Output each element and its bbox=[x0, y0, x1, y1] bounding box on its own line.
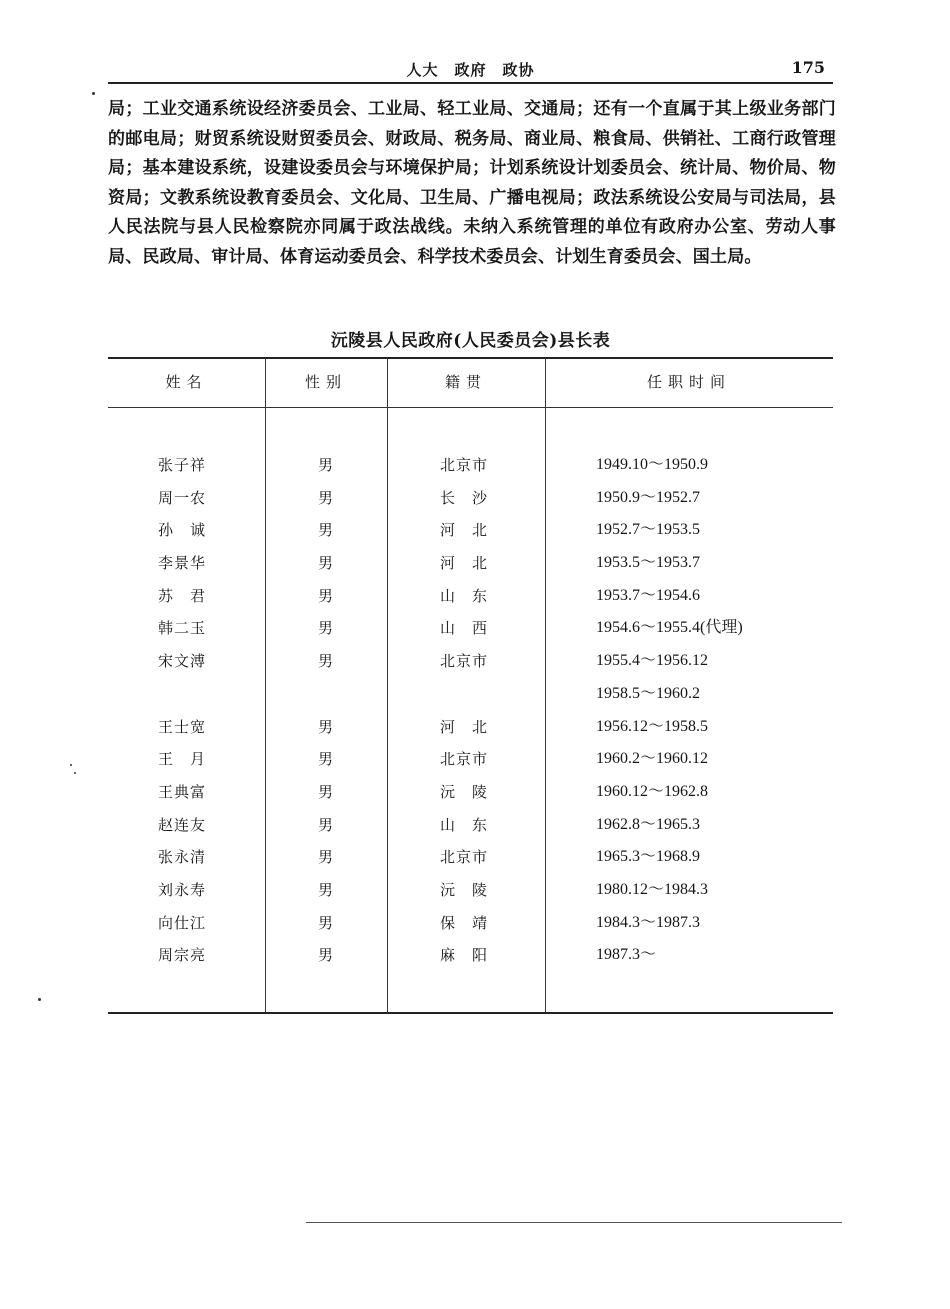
table-header-rule bbox=[108, 407, 833, 408]
cell-native-place: 沅 陵 bbox=[440, 782, 489, 801]
footer-rule bbox=[306, 1222, 842, 1223]
table-row bbox=[108, 487, 833, 520]
cell-sex: 男 bbox=[318, 913, 334, 932]
cell-sex: 男 bbox=[318, 488, 334, 507]
table-body bbox=[108, 454, 833, 977]
header-rule bbox=[108, 82, 833, 84]
table-top-rule bbox=[108, 357, 833, 359]
scan-speck bbox=[74, 772, 76, 774]
table-row bbox=[108, 683, 833, 716]
cell-term: 1950.9～1952.7 bbox=[596, 488, 701, 506]
cell-term: 1955.4～1956.12 bbox=[596, 652, 709, 670]
cell-sex: 男 bbox=[318, 880, 334, 899]
cell-name: 王典富 bbox=[158, 782, 207, 801]
cell-term: 1952.7～1953.5 bbox=[596, 521, 701, 539]
cell-native-place: 北京市 bbox=[440, 456, 489, 474]
page-header bbox=[108, 56, 833, 82]
table-bottom-rule bbox=[108, 1012, 833, 1014]
table-row bbox=[108, 912, 833, 945]
cell-name: 韩二玉 bbox=[158, 619, 207, 638]
cell-name: 张永清 bbox=[158, 848, 207, 867]
cell-sex: 男 bbox=[318, 848, 334, 867]
table-row bbox=[108, 879, 833, 912]
cell-name: 王士宽 bbox=[158, 717, 207, 736]
cell-sex: 男 bbox=[318, 521, 334, 540]
cell-term: 1956.12～1958.5 bbox=[596, 717, 709, 735]
cell-term: 1949.10～1950.9 bbox=[596, 456, 709, 473]
table-caption: 沅陵县人民政府(人民委员会)县长表 bbox=[330, 331, 611, 351]
cell-name: 王 月 bbox=[158, 750, 207, 769]
cell-sex: 男 bbox=[318, 717, 334, 736]
body-paragraph: 局；工业交通系统设经济委员会、工业局、轻工业局、交通局；还有一个直属于其上级业务部门的邮电局；财贸系统设财贸委员会、财政局、税务局、商业局、粮食局、供销社、工商行政管理局；基本建设系统，设建设委员会与环境保护局；计划系统设计划委员会、统计局、物价局、物资局；文教系统设教育委员会、文化局、卫生局、广播电视局；政法系统设公安局与司法局，县人民法院与县人民检察院亦同属于政法战线。未纳入系统管理的单位有政府办公室、劳动人事局、民政局、审计局、体育运动委员会、科学技术委员会、计划生育委员会、国土局。 bbox=[108, 99, 836, 267]
table-row bbox=[108, 519, 833, 552]
cell-name: 刘永寿 bbox=[158, 880, 207, 899]
cell-term: 1953.7～1954.6 bbox=[596, 586, 701, 604]
scan-speck bbox=[38, 998, 41, 1001]
page-number: 175 bbox=[791, 58, 825, 77]
cell-term: 1954.6～1955.4(代理) bbox=[596, 619, 743, 637]
cell-native-place: 河 北 bbox=[440, 717, 489, 736]
table-row bbox=[108, 650, 833, 683]
table-row bbox=[108, 846, 833, 879]
cell-name: 周宗亮 bbox=[158, 946, 207, 965]
cell-sex: 男 bbox=[318, 652, 334, 671]
cell-name: 周一农 bbox=[158, 488, 207, 507]
cell-name: 宋文溥 bbox=[158, 652, 207, 671]
table-row bbox=[108, 944, 833, 977]
cell-native-place: 河 北 bbox=[440, 554, 489, 573]
cell-term: 1962.8～1965.3 bbox=[596, 815, 701, 833]
cell-name: 苏 君 bbox=[158, 586, 207, 605]
column-header-name: 姓名 bbox=[165, 373, 208, 391]
cell-native-place: 山 西 bbox=[440, 619, 489, 638]
cell-name: 向仕江 bbox=[158, 913, 207, 932]
cell-term: 1984.3～1987.3 bbox=[596, 913, 701, 931]
cell-native-place: 北京市 bbox=[440, 848, 489, 867]
cell-term: 1958.5～1960.2 bbox=[596, 684, 701, 702]
running-header-title: 人大 政府 政协 bbox=[406, 61, 535, 79]
column-header-term: 任职时间 bbox=[646, 373, 731, 391]
cell-sex: 男 bbox=[318, 586, 334, 605]
cell-sex: 男 bbox=[318, 750, 334, 769]
cell-native-place: 山 东 bbox=[440, 586, 489, 605]
cell-term: 1987.3～ bbox=[596, 946, 657, 964]
cell-term: 1980.12～1984.3 bbox=[596, 880, 709, 898]
cell-native-place: 山 东 bbox=[440, 815, 489, 834]
cell-name: 张子祥 bbox=[158, 456, 207, 474]
table-row bbox=[108, 716, 833, 749]
cell-sex: 男 bbox=[318, 815, 334, 834]
cell-native-place: 保 靖 bbox=[440, 913, 489, 932]
cell-native-place: 北京市 bbox=[440, 750, 489, 769]
cell-term: 1965.3～1968.9 bbox=[596, 848, 701, 866]
cell-sex: 男 bbox=[318, 554, 334, 573]
table-row bbox=[108, 454, 833, 487]
cell-sex: 男 bbox=[318, 619, 334, 638]
table-row bbox=[108, 617, 833, 650]
cell-native-place: 长 沙 bbox=[440, 488, 489, 507]
cell-term: 1960.12～1962.8 bbox=[596, 782, 709, 800]
cell-name: 李景华 bbox=[158, 554, 207, 573]
column-header-sex: 性别 bbox=[304, 373, 347, 391]
scan-speck bbox=[92, 92, 95, 95]
table-row bbox=[108, 585, 833, 618]
column-header-native-place: 籍贯 bbox=[444, 373, 487, 391]
cell-sex: 男 bbox=[318, 782, 334, 801]
cell-native-place: 河 北 bbox=[440, 521, 489, 540]
cell-sex: 男 bbox=[318, 456, 334, 474]
cell-name: 赵连友 bbox=[158, 815, 207, 834]
cell-native-place: 麻 阳 bbox=[440, 946, 489, 965]
cell-term: 1960.2～1960.12 bbox=[596, 750, 709, 768]
cell-name: 孙 诚 bbox=[158, 521, 207, 540]
table-row bbox=[108, 748, 833, 781]
table-row bbox=[108, 814, 833, 847]
cell-term: 1953.5～1953.7 bbox=[596, 554, 701, 572]
cell-sex: 男 bbox=[318, 946, 334, 965]
scan-speck bbox=[70, 764, 72, 766]
cell-native-place: 北京市 bbox=[440, 652, 489, 671]
cell-native-place: 沅 陵 bbox=[440, 880, 489, 899]
table-row bbox=[108, 781, 833, 814]
table-row bbox=[108, 552, 833, 585]
